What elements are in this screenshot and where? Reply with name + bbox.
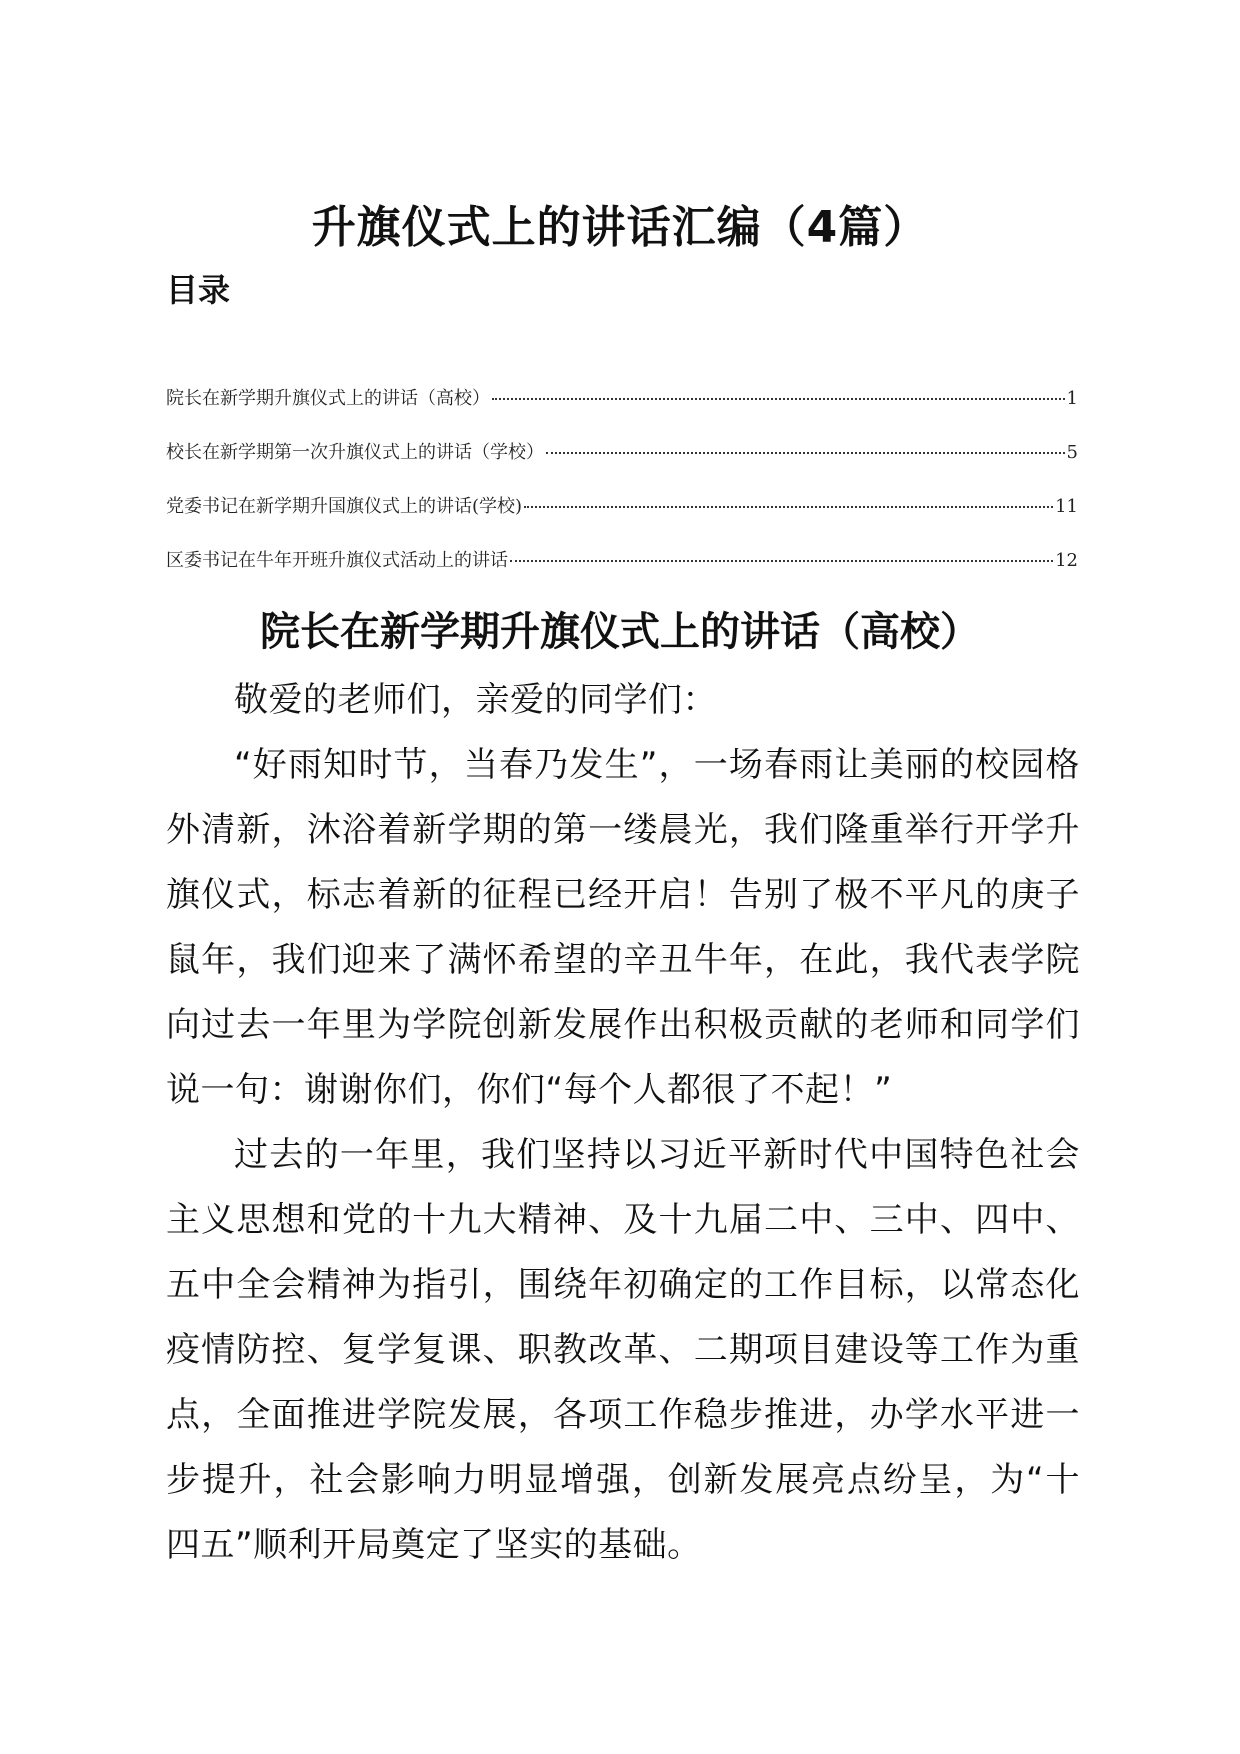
document-title: 升旗仪式上的讲话汇编（4篇） (311, 202, 929, 253)
toc-entry-title: 区委书记在牛年开班升旗仪式活动上的讲话 (166, 550, 508, 571)
toc-entry-page: 12 (1055, 550, 1078, 571)
toc-entry-title: 校长在新学期第一次升旗仪式上的讲话（学校） (166, 442, 544, 463)
section-title: 院长在新学期升旗仪式上的讲话（高校） (260, 609, 980, 655)
toc-dot-leader (546, 452, 1065, 454)
toc-entry[interactable] (166, 438, 1078, 492)
salutation-paragraph: 敬爱的老师们，亲爱的同学们： (234, 680, 717, 720)
toc-entry[interactable] (166, 384, 1078, 438)
toc-dot-leader (510, 560, 1053, 562)
toc-entry-title: 党委书记在新学期升国旗仪式上的讲话(学校) (166, 496, 523, 517)
speech-body (166, 668, 1080, 1578)
body-paragraph: “好雨知时节，当春乃发生”，一场春雨让美丽的校园格外清新，沐浴着新学期的第一缕晨光，我们隆重举行开学升旗仪式，标志着新的征程已经开启！告别了极不平凡的庚子鼠年，我们迎来了满怀希望的辛丑牛年，在此，我代表学院向过去一年里为学院创新发展作出积极贡献的老师和同学们说一句：谢谢你们，你们“每个人都很了不起！” (166, 745, 1080, 1110)
toc-entry-page: 11 (1055, 496, 1078, 517)
toc-entry[interactable] (166, 546, 1078, 600)
table-of-contents (166, 384, 1078, 600)
toc-entry-page: 5 (1066, 442, 1078, 463)
toc-heading: 目录 (166, 271, 231, 309)
toc-entry[interactable] (166, 492, 1078, 546)
toc-entry-title: 院长在新学期升旗仪式上的讲话（高校） (166, 388, 490, 409)
toc-entry-page: 1 (1066, 388, 1078, 409)
toc-dot-leader (492, 398, 1065, 400)
toc-dot-leader (524, 506, 1053, 508)
body-paragraph: 过去的一年里，我们坚持以习近平新时代中国特色社会主义思想和党的十九大精神、及十九届二中、三中、四中、五中全会精神为指引，围绕年初确定的工作目标，以常态化疫情防控、复学复课、职教改革、二期项目建设等工作为重点，全面推进学院发展，各项工作稳步推进，办学水平进一步提升，社会影响力明显增强，创新发展亮点纷呈，为“十四五”顺利开局奠定了坚实的基础。 (166, 1135, 1080, 1565)
